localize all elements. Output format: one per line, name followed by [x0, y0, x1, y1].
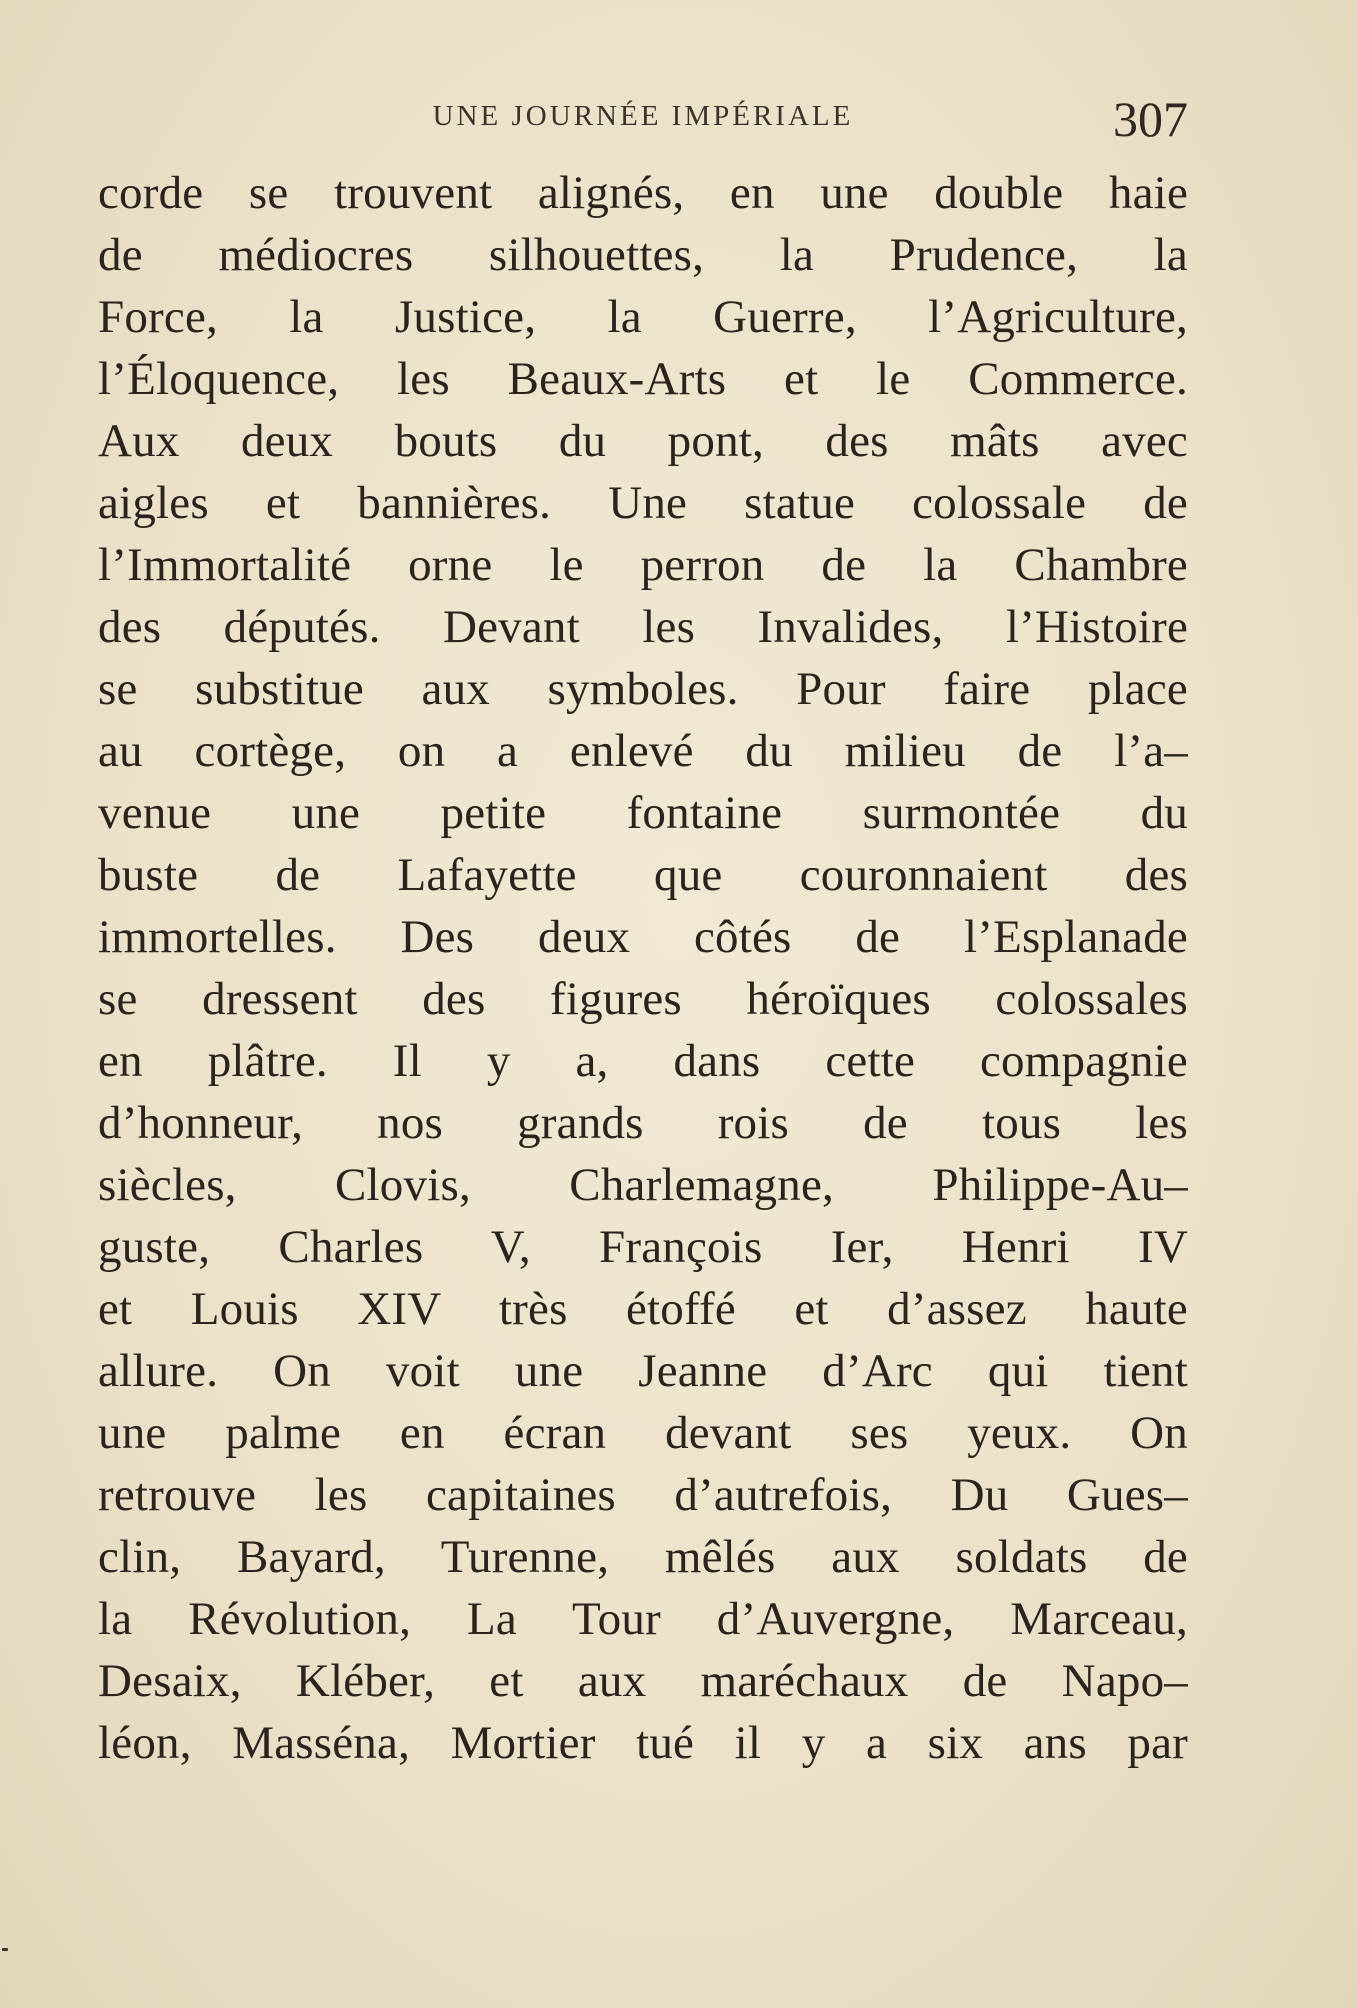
- text-line: guste, Charles V, François Ier, Henri IV: [98, 1221, 1188, 1273]
- text-line: des députés. Devant les Invalides, l’Histoire: [98, 601, 1188, 653]
- text-line: venue une petite fontaine surmontée du: [98, 787, 1188, 839]
- text-line: léon, Masséna, Mortier tué il y a six ans par: [98, 1717, 1188, 1769]
- text-line: une palme en écran devant ses yeux. On: [98, 1407, 1188, 1459]
- text-line: et Louis XIV très étoffé et d’assez haute: [98, 1283, 1188, 1335]
- text-line: d’honneur, nos grands rois de tous les: [98, 1097, 1188, 1149]
- text-line: la Révolution, La Tour d’Auvergne, Marceau,: [98, 1593, 1188, 1645]
- text-line: siècles, Clovis, Charlemagne, Philippe-Au–: [98, 1159, 1188, 1211]
- text-line: buste de Lafayette que couronnaient des: [98, 849, 1188, 901]
- body-text: [98, 162, 1188, 1774]
- paper-speck: [2, 1948, 8, 1951]
- text-line: l’Immortalité orne le perron de la Chambre: [98, 539, 1188, 591]
- text-line: au cortège, on a enlevé du milieu de l’a–: [98, 725, 1188, 777]
- text-line: corde se trouvent alignés, en une double haie: [98, 167, 1188, 219]
- text-line: Aux deux bouts du pont, des mâts avec: [98, 415, 1188, 467]
- text-line: l’Éloquence, les Beaux-Arts et le Commerce.: [98, 353, 1188, 405]
- text-line: Desaix, Kléber, et aux maréchaux de Napo–: [98, 1655, 1188, 1707]
- text-line: allure. On voit une Jeanne d’Arc qui tient: [98, 1345, 1188, 1397]
- text-line: se dressent des figures héroïques colossales: [98, 973, 1188, 1025]
- text-line: clin, Bayard, Turenne, mêlés aux soldats de: [98, 1531, 1188, 1583]
- text-line: immortelles. Des deux côtés de l’Esplanade: [98, 911, 1188, 963]
- running-title: UNE JOURNÉE IMPÉRIALE: [432, 100, 854, 132]
- text-line: Force, la Justice, la Guerre, l’Agriculture,: [98, 291, 1188, 343]
- text-line: se substitue aux symboles. Pour faire place: [98, 663, 1188, 715]
- text-line: de médiocres silhouettes, la Prudence, la: [98, 229, 1188, 281]
- page-number: 307: [1113, 91, 1188, 147]
- text-line: en plâtre. Il y a, dans cette compagnie: [98, 1035, 1188, 1087]
- page-header: [98, 91, 1188, 147]
- text-line: retrouve les capitaines d’autrefois, Du Gues–: [98, 1469, 1188, 1521]
- text-line: aigles et bannières. Une statue colossale de: [98, 477, 1188, 529]
